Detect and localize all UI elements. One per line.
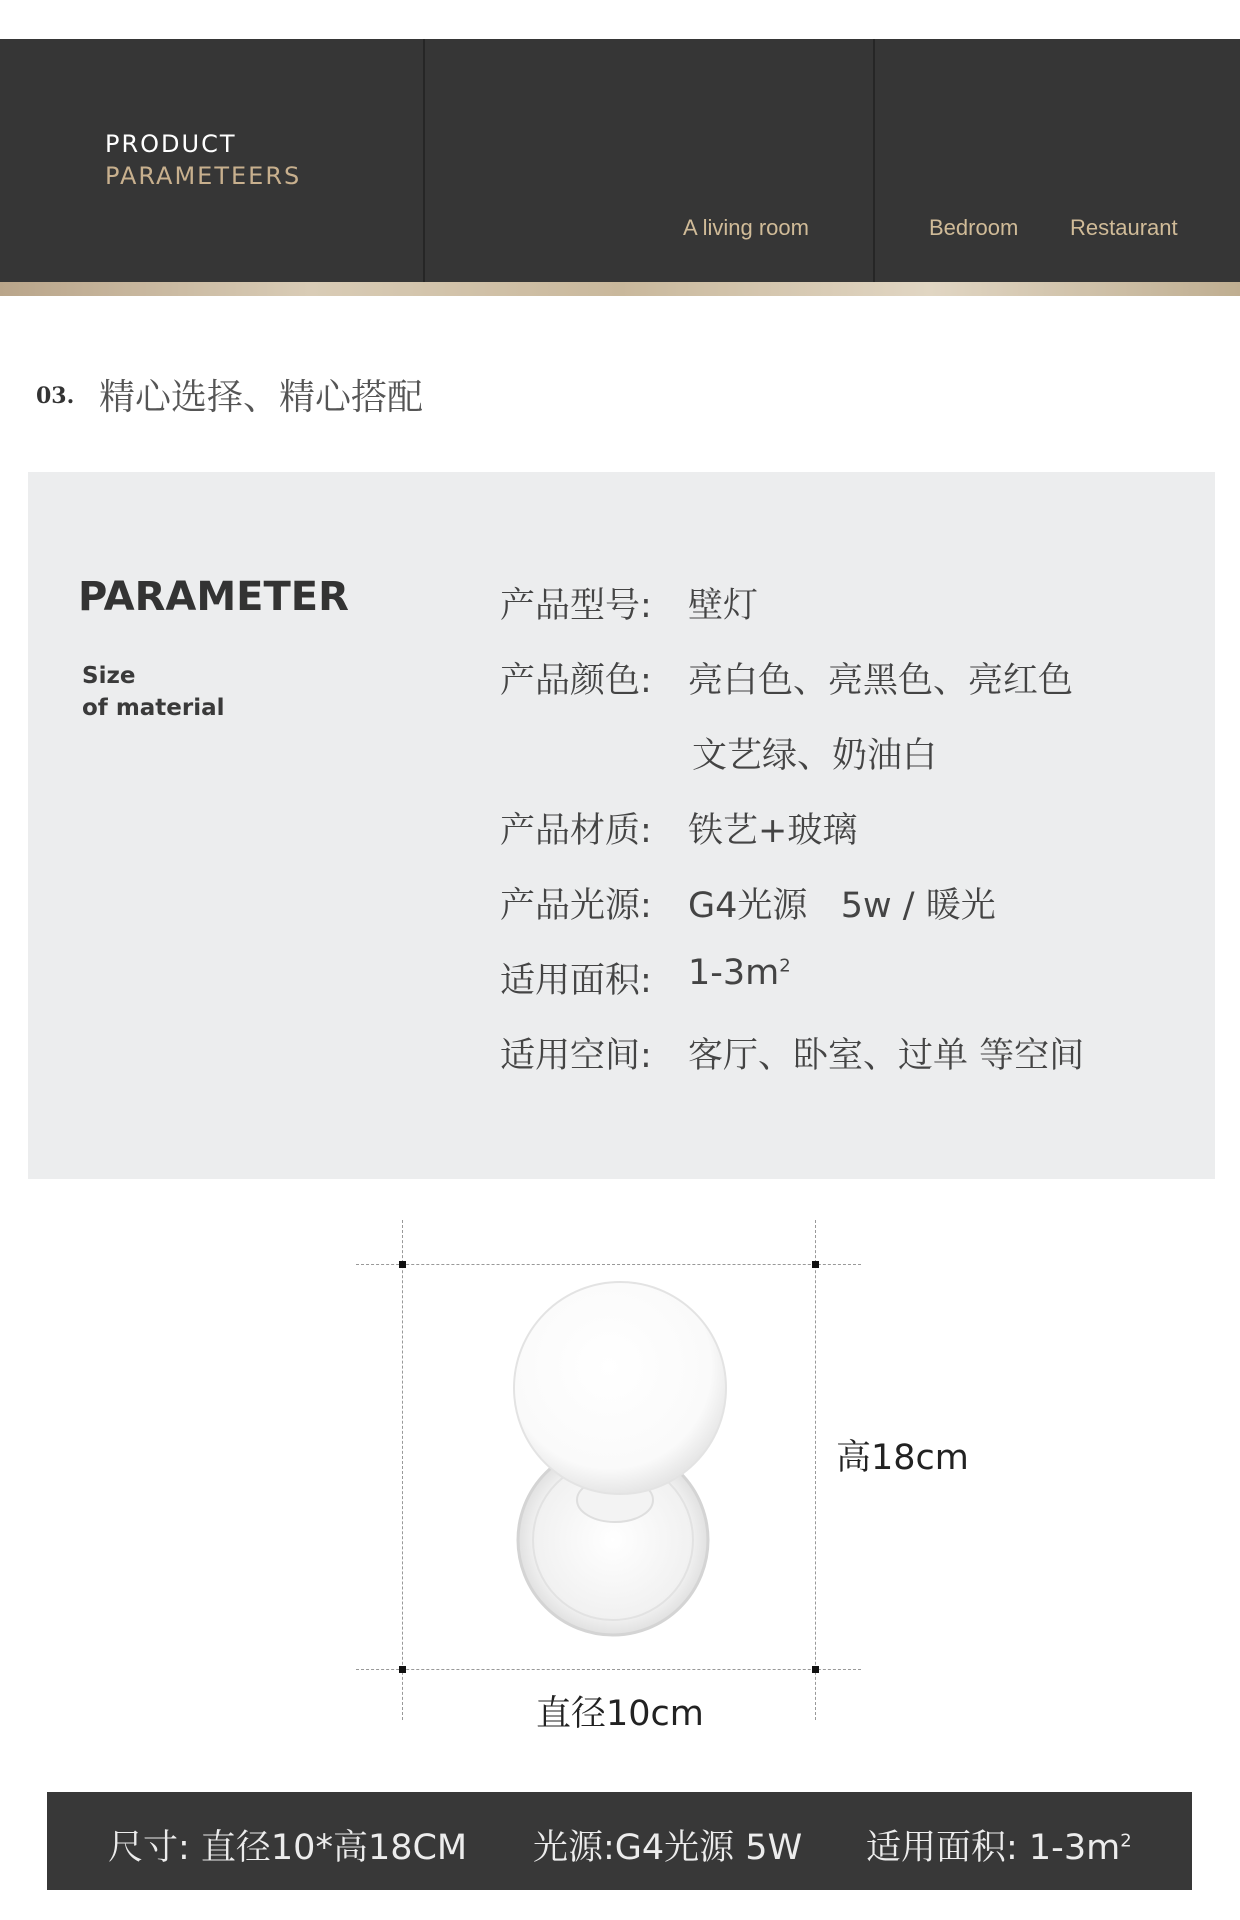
corner-marker (399, 1261, 406, 1268)
param-area-text: 1-3m (688, 953, 780, 993)
section-number: 03. (36, 383, 75, 409)
header-title-product: PRODUCT (105, 130, 237, 158)
footer-area-sup: 2 (1120, 1830, 1132, 1852)
header-title-parameters: PARAMETEERS (105, 162, 302, 190)
room-tab-living-room[interactable]: A living room (683, 215, 809, 240)
banner-divider (423, 39, 425, 282)
diameter-label: 直径10cm (536, 1694, 704, 1734)
param-value-space: 客厅、卧室、过单 等空间 (688, 1036, 1085, 1076)
section-title: 精心选择、精心搭配 (99, 377, 424, 418)
param-value-area (688, 953, 791, 993)
banner-divider (873, 39, 875, 282)
header-banner (0, 39, 1240, 282)
param-label-space: 适用空间: (500, 1036, 652, 1076)
room-tab-bedroom[interactable]: Bedroom (929, 215, 1019, 240)
param-value-color: 亮白色、亮黑色、亮红色 (688, 661, 1074, 701)
param-value-model: 壁灯 (688, 586, 759, 626)
dimension-guide-right (815, 1220, 816, 1720)
param-label-model: 产品型号: (500, 586, 652, 626)
parameter-sub-line: Size (82, 663, 136, 689)
parameter-subheading (82, 660, 225, 724)
param-label-area: 适用面积: (500, 961, 652, 1001)
footer-area-text: 适用面积: 1-3m (866, 1828, 1121, 1868)
dimension-guide-top (356, 1264, 861, 1265)
footer-size: 尺寸: 直径10*高18CM (108, 1828, 468, 1868)
param-area-sup: 2 (779, 955, 791, 977)
footer-area (866, 1820, 1132, 1870)
height-label: 高18cm (836, 1438, 969, 1478)
param-value-color-cont: 文艺绿、奶油白 (692, 736, 938, 776)
corner-marker (399, 1666, 406, 1673)
wood-floor-strip (0, 282, 1240, 296)
param-value-material: 铁艺+玻璃 (688, 811, 858, 851)
parameter-sub-line: of material (82, 695, 225, 721)
corner-marker (812, 1261, 819, 1268)
footer-light-source: 光源:G4光源 5W (533, 1828, 803, 1868)
corner-marker (812, 1666, 819, 1673)
wall-lamp-image (480, 1270, 740, 1670)
room-tab-restaurant[interactable]: Restaurant (1070, 215, 1178, 240)
param-label-material: 产品材质: (500, 811, 652, 851)
param-value-light-source: G4光源 5w / 暖光 (688, 886, 996, 926)
param-label-light-source: 产品光源: (500, 886, 652, 926)
parameter-heading: PARAMETER (78, 574, 349, 620)
dimension-guide-left (402, 1220, 403, 1720)
param-label-color: 产品颜色: (500, 661, 652, 701)
